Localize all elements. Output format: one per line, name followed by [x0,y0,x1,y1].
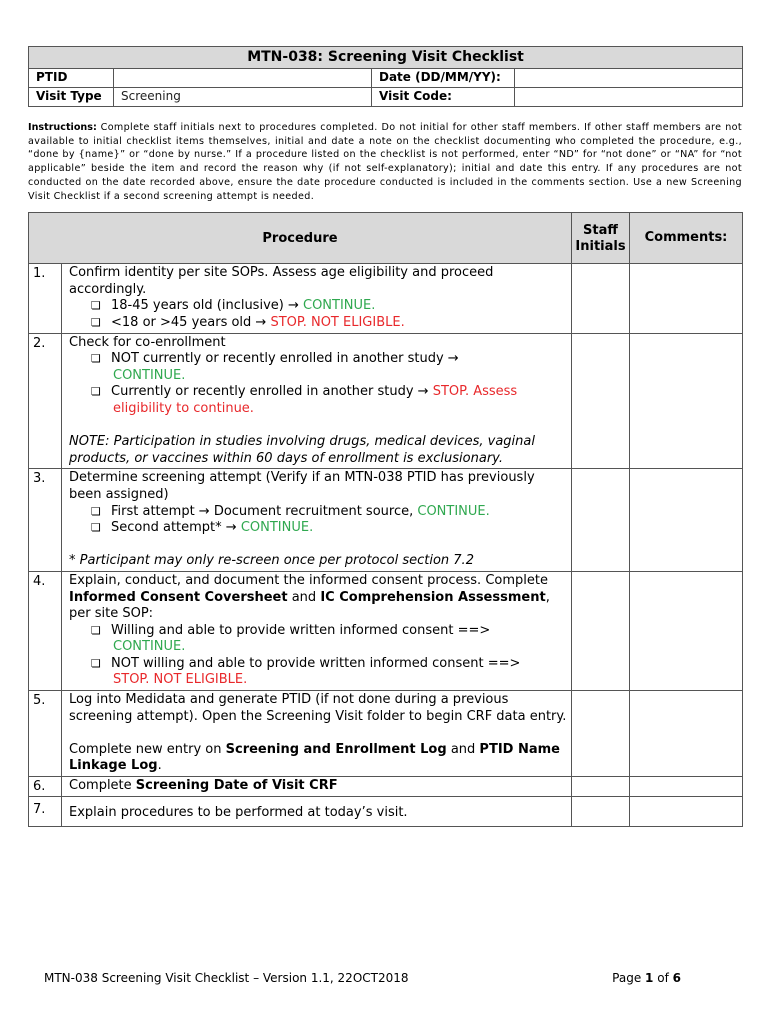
table-row [29,777,743,797]
page-total: 6 [672,971,681,985]
ptid-label: PTID [29,69,114,88]
procedure-cell [62,469,572,572]
row-number: 3. [29,469,62,572]
option-text: 18-45 years old (inclusive) → [111,298,299,314]
option-text: <18 or >45 years old → [111,315,267,330]
procedure-text: Check for co-enrollment [69,334,226,350]
staff-initials-cell[interactable] [572,796,630,826]
procedure-text: Confirm identity per site SOPs. Assess age eligibility and proceed accordingly. [69,265,494,297]
staff-initials-cell[interactable] [572,264,630,333]
procedure-text-part: Explain, conduct, and document the informed consent process. Complete [69,572,548,588]
screening-date-of-visit-crf: Screening Date of Visit CRF [135,778,338,794]
checklist-page [28,46,742,827]
checklist-option[interactable] [69,504,567,521]
option-text: Second attempt* → [111,520,237,536]
continue-outcome: CONTINUE. [303,298,376,314]
procedure-text: Log into Medidata and generate PTID (if not done during a previous screening attempt). Open the Screening Visit folder to begin CRF data entry. [69,692,567,724]
date-label: Date (DD/MM/YY): [372,69,515,88]
staff-initials-cell[interactable] [572,469,630,572]
checkbox-icon[interactable]: ❏ [91,352,101,366]
staff-initials-column-header [572,213,630,264]
rescreen-note: * Participant may only re-screen once per protocol section 7.2 [69,553,474,569]
co-enrollment-note: NOTE: Participation in studies involving drugs, medical devices, vaginal products, or vaccines within 60 days of enrollment is exclusionary. [69,434,535,466]
option-text: Willing and able to provide written informed consent ==> [111,622,491,638]
row-number: 4. [29,571,62,690]
screening-enrollment-log: Screening and Enrollment Log [225,741,447,757]
log-entry-text [69,742,567,775]
procedure-text-part: Complete new entry on [69,741,222,757]
instructions [28,121,742,203]
checkbox-icon[interactable]: ❏ [91,623,101,637]
ic-comprehension-assessment: IC Comprehension Assessment [320,589,546,605]
checkbox-icon[interactable]: ❏ [91,385,101,399]
checkbox-icon[interactable]: ❏ [91,504,101,518]
instructions-text: Complete staff initials next to procedures completed. Do not initial for other staff members. If other staff members are not available to initial checklist items themselves, initial and date a note on the checklist documenting who completed the procedure, e.g., “done by {name}” or “done by nurse.” If a procedure listed on the checklist is not performed, enter “ND” for “not done” or “NA” for “not applicable” beside the item and record the reason why (if not self-explanatory); initial and date this entry. If any procedures are not conducted on the date recorded above, ensure the date procedure conducted is included in the comments section. Use a new Screening Visit Checklist if a second screening attempt is needed. [28,122,742,202]
procedure-table [28,212,743,826]
table-row [29,691,743,777]
comments-column-header: Comments: [630,213,743,264]
page-title: MTN-038: Screening Visit Checklist [29,47,743,69]
option-text: Currently or recently enrolled in another study → [111,384,429,400]
checklist-option[interactable] [69,315,567,332]
checkbox-icon[interactable]: ❏ [91,521,101,535]
procedure-text [69,778,567,795]
option-text: NOT willing and able to provide written informed consent ==> [111,655,521,671]
stop-outcome: STOP. Assess eligibility to continue. [113,384,518,416]
visit-code-label: Visit Code: [372,88,515,107]
ptid-field[interactable] [114,69,372,88]
checkbox-icon[interactable]: ❏ [91,299,101,313]
page-label: Page [612,971,642,985]
informed-consent-coversheet: Informed Consent Coversheet [69,589,288,605]
stop-outcome: STOP. NOT ELIGIBLE. [270,315,405,330]
checklist-option[interactable] [69,298,567,315]
checklist-option[interactable] [69,656,567,689]
row-number: 6. [29,777,62,797]
procedure-cell [62,333,572,469]
footer-version: MTN-038 Screening Visit Checklist – Version 1.1, 22OCT2018 [44,971,409,985]
visit-type-field[interactable]: Screening [114,88,372,107]
comments-cell[interactable] [630,469,743,572]
visit-type-label: Visit Type [29,88,114,107]
checkbox-icon[interactable]: ❏ [91,656,101,670]
procedure-text-part: Complete [69,778,132,794]
staff-initials-cell[interactable] [572,571,630,690]
continue-outcome: CONTINUE. [113,367,186,383]
continue-outcome: CONTINUE. [240,520,314,536]
row-number: 5. [29,691,62,777]
checkbox-icon[interactable]: ❏ [91,316,101,329]
ptid-name-linkage-log: PTID Name Linkage Log [69,741,560,774]
procedure-cell [62,264,572,333]
checklist-option[interactable] [69,384,567,417]
procedure-text: Explain procedures to be performed at today’s visit. [69,804,408,820]
table-row [29,571,743,690]
visit-header-table [28,46,743,107]
procedure-text-part: and [450,741,476,757]
continue-outcome: CONTINUE. [113,639,186,655]
comments-cell[interactable] [630,333,743,469]
checklist-option[interactable] [69,351,567,384]
page-of: of [657,971,669,985]
visit-code-field[interactable] [515,88,743,107]
comments-cell[interactable] [630,691,743,777]
comments-cell[interactable] [630,796,743,826]
procedure-cell [62,691,572,777]
procedure-text-part: . [157,758,162,774]
comments-cell[interactable] [630,571,743,690]
date-field[interactable] [515,69,743,88]
staff-initials-cell[interactable] [572,333,630,469]
table-row [29,796,743,826]
procedure-cell [62,796,572,826]
procedure-cell [62,777,572,797]
table-row [29,333,743,469]
comments-cell[interactable] [630,264,743,333]
table-row [29,469,743,572]
continue-outcome: CONTINUE. [417,503,490,519]
staff-initials-header-text: Staff Initials [575,222,626,254]
checklist-option[interactable] [69,520,567,537]
staff-initials-cell[interactable] [572,777,630,797]
procedure-text-part: , per site SOP: [69,589,550,622]
page-number [612,971,681,985]
instructions-label: Instructions: [28,122,97,133]
procedure-text: Determine screening attempt (Verify if an MTN-038 PTID has previously been assigned) [69,470,535,502]
procedure-cell [62,571,572,690]
procedure-column-header: Procedure [29,213,572,264]
page-current: 1 [645,971,654,985]
option-text: First attempt → Document recruitment source, [111,503,414,519]
staff-initials-cell[interactable] [572,691,630,777]
procedure-text-part: and [291,589,317,605]
row-number: 7. [29,796,62,826]
comments-cell[interactable] [630,777,743,797]
row-number: 1. [29,264,62,333]
table-row [29,264,743,333]
checklist-option[interactable] [69,623,567,656]
option-text: NOT currently or recently enrolled in another study → [111,351,459,367]
procedure-text [69,573,567,623]
row-number: 2. [29,333,62,469]
stop-outcome: STOP. NOT ELIGIBLE. [113,672,248,688]
